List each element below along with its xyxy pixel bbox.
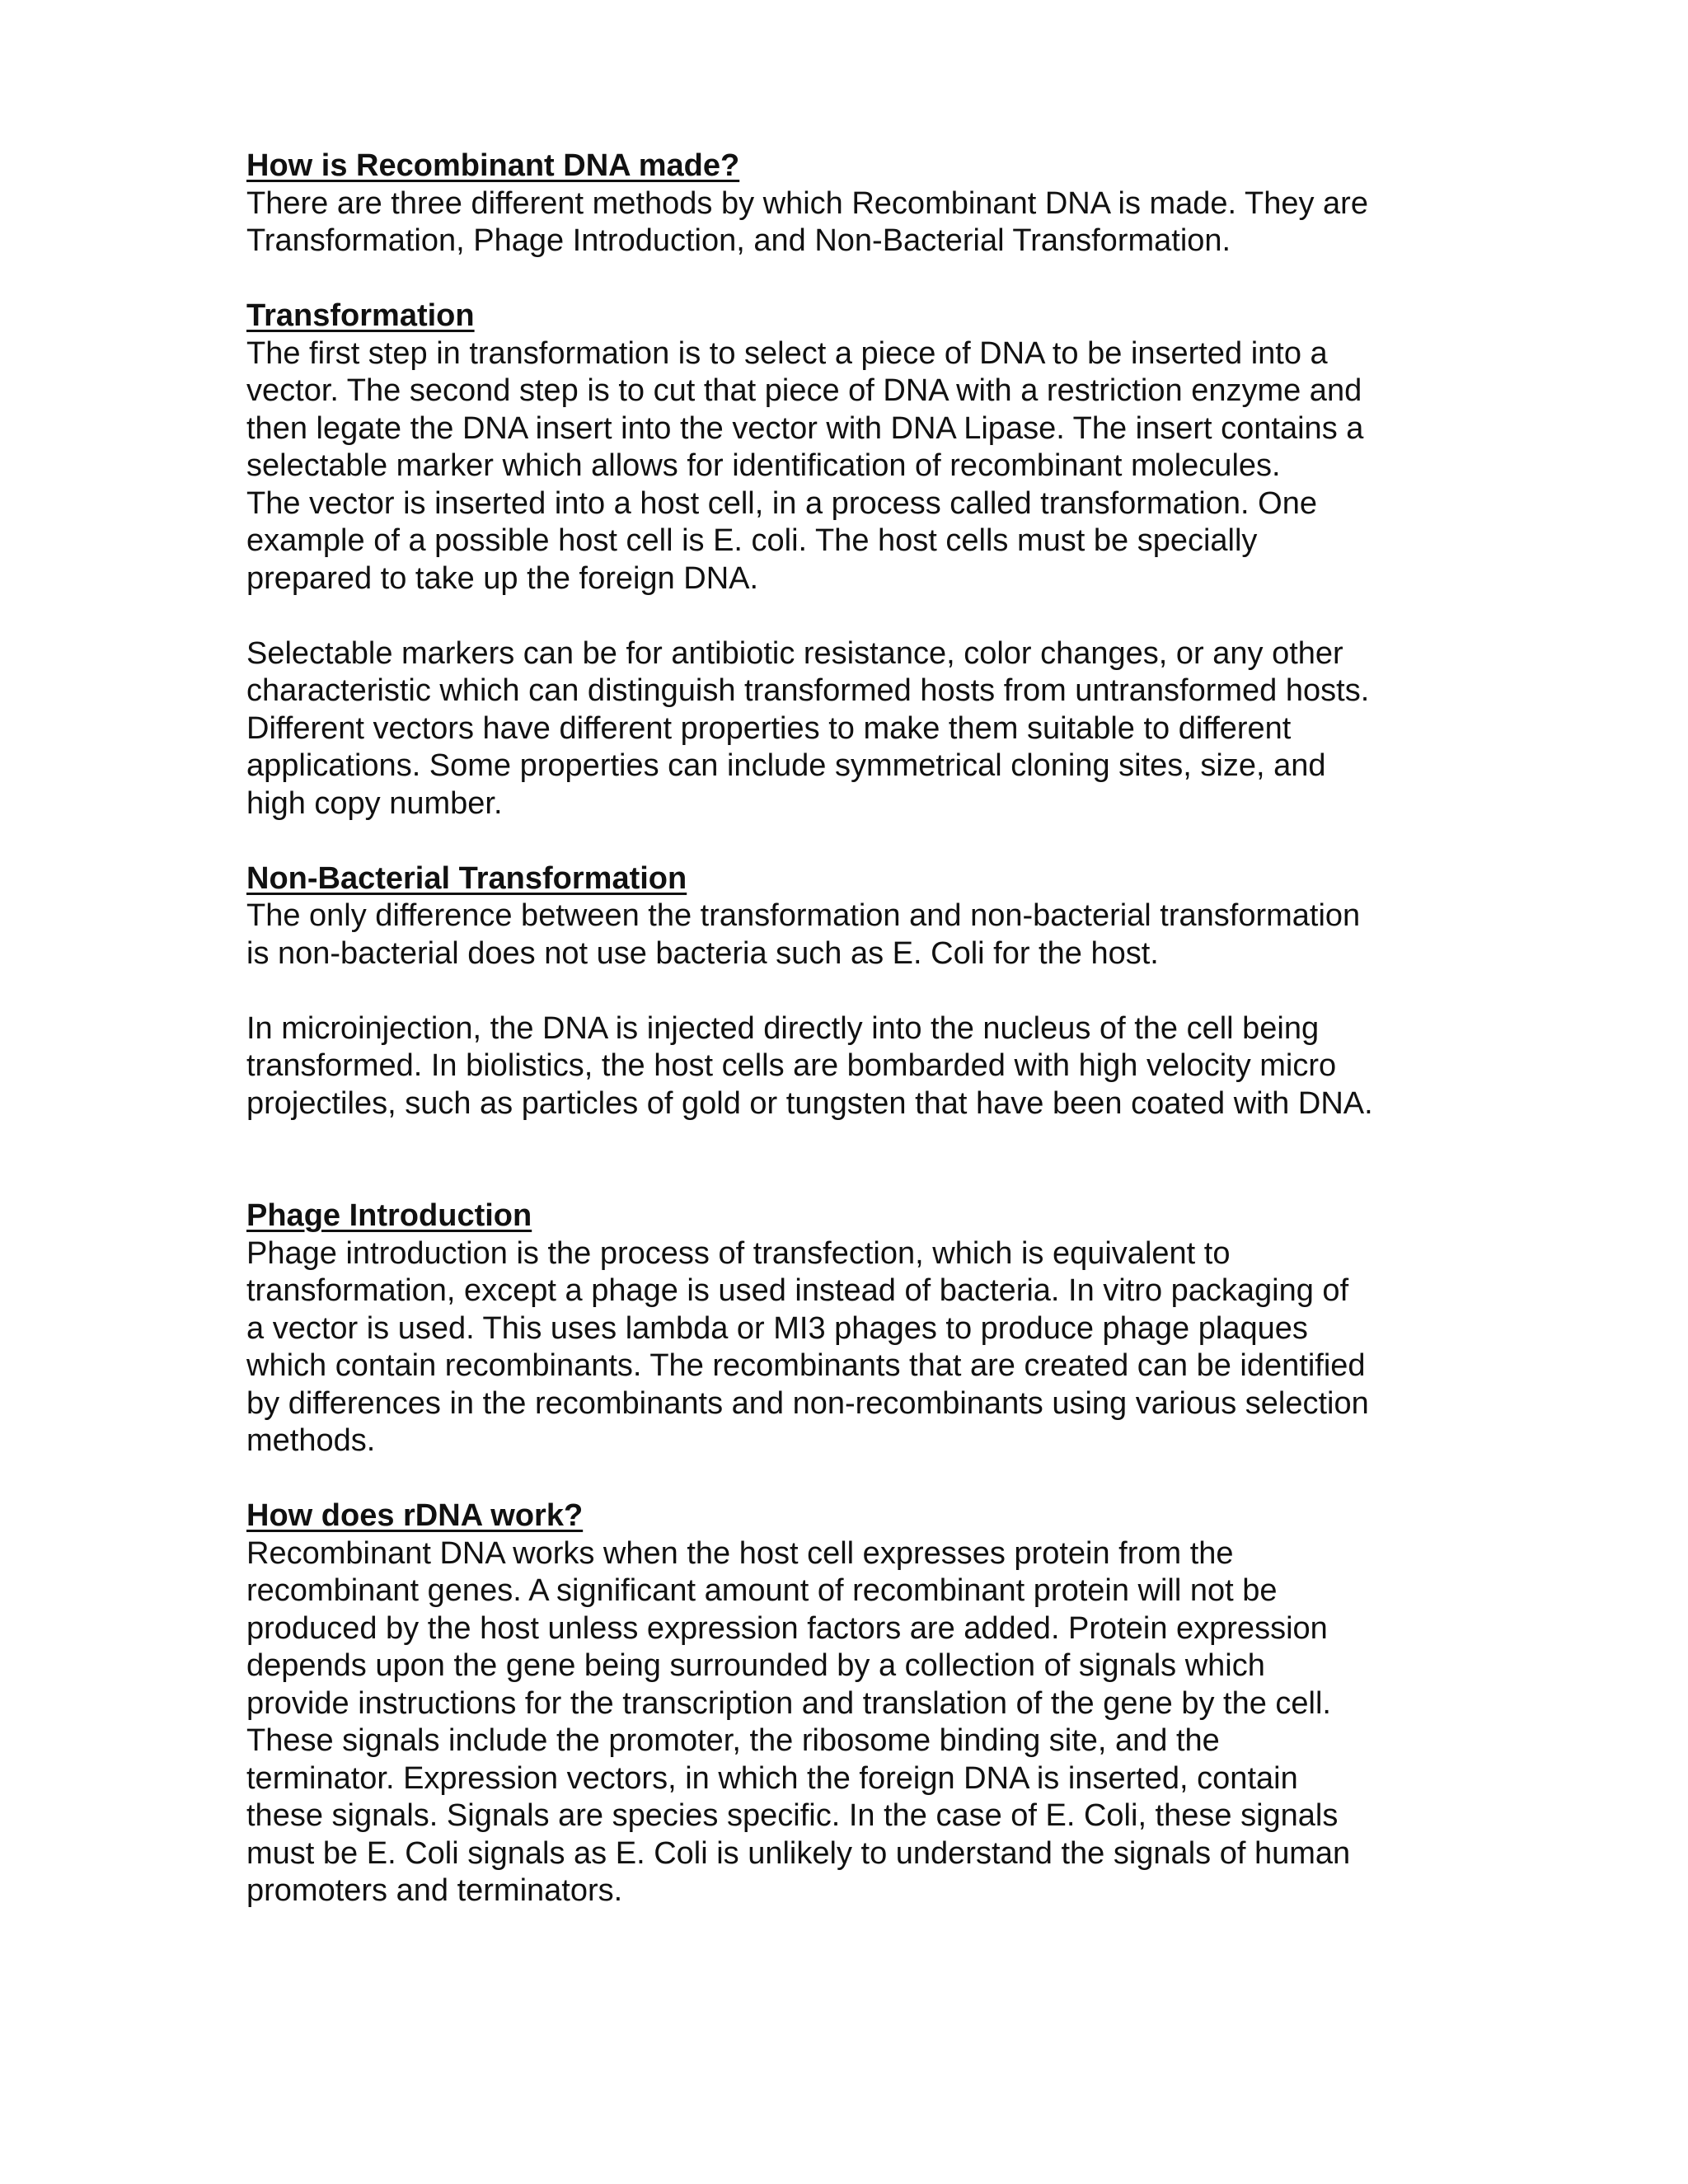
paragraph-spacer	[246, 260, 1450, 298]
section-heading: Phage Introduction	[246, 1198, 532, 1233]
paragraph-spacer	[246, 1460, 1450, 1498]
text-line: produced by the host unless expression factors are added. Protein expression	[246, 1610, 1328, 1646]
text-line: The first step in transformation is to select a piece of DNA to be inserted into a	[246, 335, 1328, 371]
text-line: prepared to take up the foreign DNA.	[246, 560, 759, 596]
text-line: Recombinant DNA works when the host cell expresses protein from the	[246, 1535, 1234, 1571]
text-line: depends upon the gene being surrounded by a collection of signals which	[246, 1648, 1265, 1683]
text-line: transformed. In biolistics, the host cells are bombarded with high velocity micro	[246, 1048, 1337, 1083]
paragraph-spacer	[246, 598, 1450, 635]
text-line: These signals include the promoter, the ribosome binding site, and the	[246, 1723, 1220, 1758]
text-line: example of a possible host cell is E. coli. The host cells must be specially	[246, 523, 1258, 558]
section-heading: How does rDNA work?	[246, 1498, 584, 1533]
text-line: The only difference between the transformation and non-bacterial transformation	[246, 898, 1361, 933]
text-line: The vector is inserted into a host cell, in a process called transformation. One	[246, 485, 1317, 521]
text-line: projectiles, such as particles of gold or tungsten that have been coated with DNA.	[246, 1085, 1373, 1121]
text-line: methods.	[246, 1423, 376, 1458]
text-line: applications. Some properties can include symmetrical cloning sites, size, and	[246, 748, 1326, 783]
text-line: which contain recombinants. The recombinants that are created can be identified	[246, 1348, 1366, 1383]
paragraph-spacer	[246, 1122, 1450, 1197]
text-line: Transformation, Phage Introduction, and Non-Bacterial Transformation.	[246, 223, 1231, 258]
text-line: Different vectors have different properties to make them suitable to different	[246, 710, 1292, 746]
paragraph-spacer	[246, 823, 1450, 860]
text-line: promoters and terminators.	[246, 1873, 623, 1908]
text-line: There are three different methods by which Recombinant DNA is made. They are	[246, 185, 1368, 221]
text-line: a vector is used. This uses lambda or MI3 phages to produce phage plaques	[246, 1310, 1308, 1346]
text-line: Selectable markers can be for antibiotic resistance, color changes, or any other	[246, 635, 1343, 671]
text-line: selectable marker which allows for identification of recombinant molecules.	[246, 448, 1281, 483]
text-line: recombinant genes. A significant amount of recombinant protein will not be	[246, 1573, 1278, 1608]
text-line: transformation, except a phage is used instead of bacteria. In vitro packaging of	[246, 1273, 1349, 1308]
text-line: these signals. Signals are species specific. In the case of E. Coli, these signals	[246, 1798, 1339, 1833]
paragraph-spacer	[246, 972, 1450, 1010]
section-heading: Transformation	[246, 298, 475, 333]
text-line: high copy number.	[246, 785, 503, 821]
text-line: In microinjection, the DNA is injected directly into the nucleus of the cell being	[246, 1010, 1320, 1046]
text-line: characteristic which can distinguish transformed hosts from untransformed hosts.	[246, 673, 1370, 708]
text-line: vector. The second step is to cut that piece of DNA with a restriction enzyme and	[246, 373, 1362, 408]
text-line: terminator. Expression vectors, in which the foreign DNA is inserted, contain	[246, 1760, 1298, 1796]
text-line: then legate the DNA insert into the vector with DNA Lipase. The insert contains a	[246, 410, 1364, 446]
section-heading: Non-Bacterial Transformation	[246, 860, 687, 896]
text-line: by differences in the recombinants and non-recombinants using various selection	[246, 1385, 1369, 1421]
text-line: provide instructions for the transcription and translation of the gene by the cell.	[246, 1685, 1331, 1721]
document-body	[246, 148, 1450, 1910]
section-heading: How is Recombinant DNA made?	[246, 148, 740, 183]
text-line: must be E. Coli signals as E. Coli is unlikely to understand the signals of human	[246, 1835, 1351, 1871]
text-line: Phage introduction is the process of transfection, which is equivalent to	[246, 1235, 1231, 1271]
text-line: is non-bacterial does not use bacteria such as E. Coli for the host.	[246, 935, 1159, 971]
